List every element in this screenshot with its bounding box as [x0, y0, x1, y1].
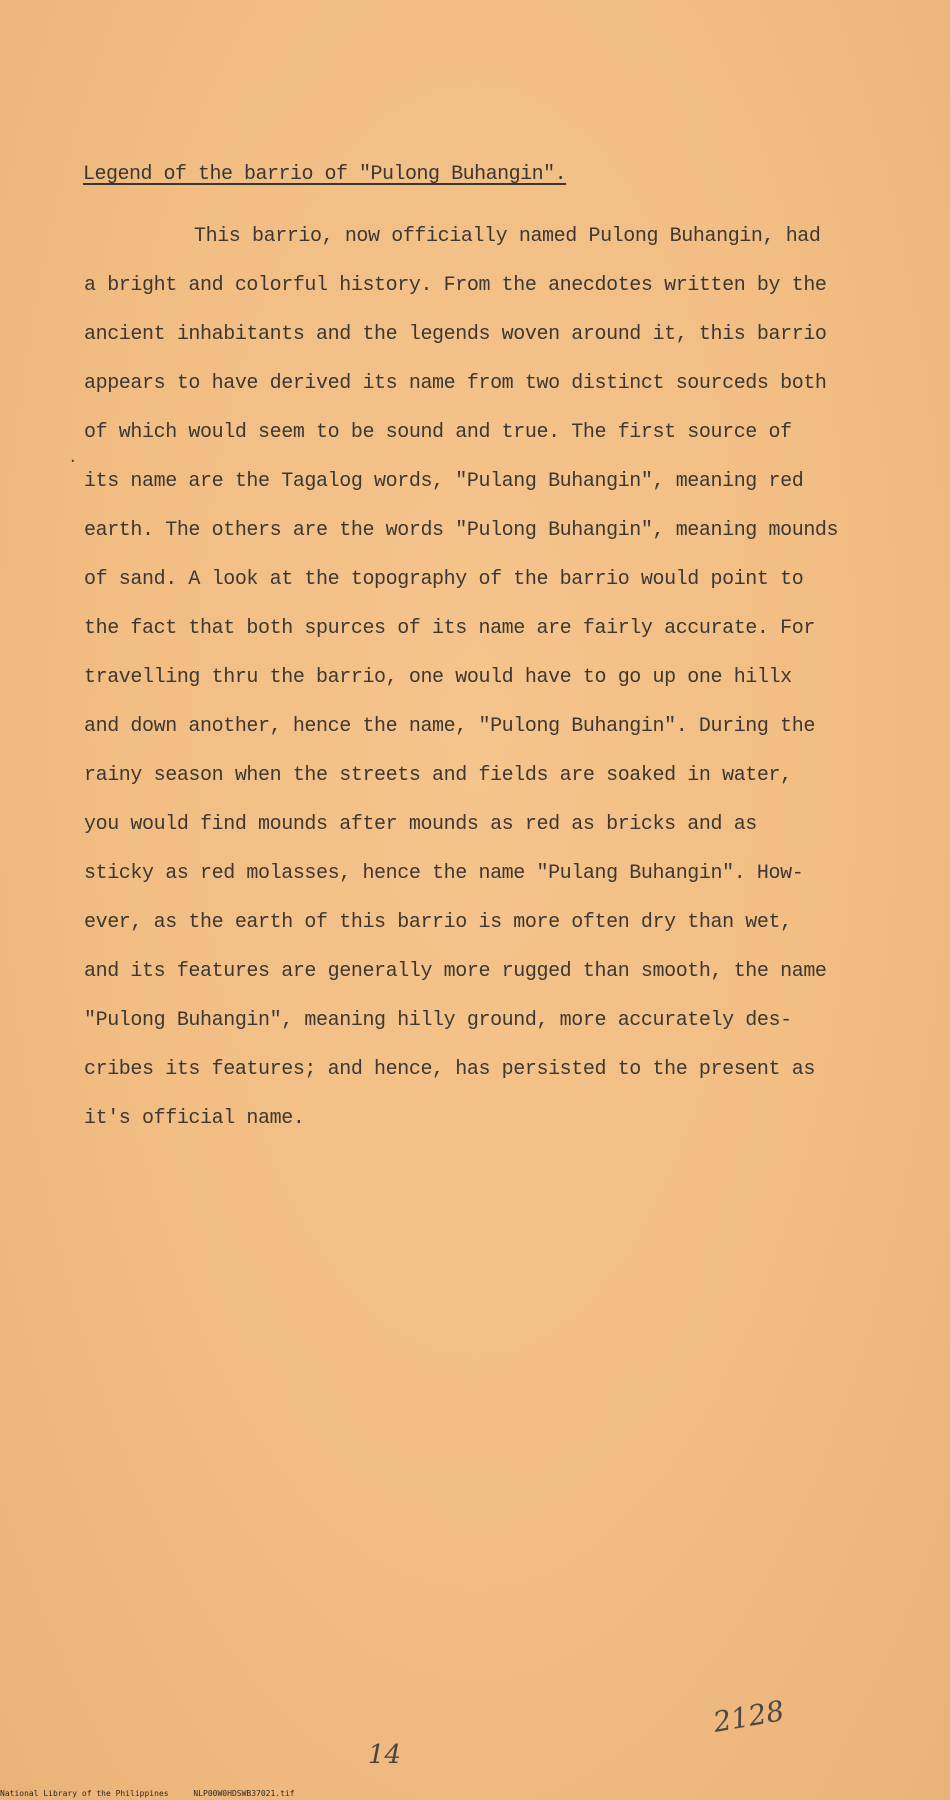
document-title: Legend of the barrio of "Pulong Buhangin". — [83, 163, 567, 186]
text-line: a bright and colorful history. From the anecdotes written by the — [84, 274, 827, 297]
text-line: This barrio, now officially named Pulong Buhangin, had — [194, 225, 821, 248]
footer-file-id: NLP00W0HDSWB37021.tif — [193, 1789, 295, 1798]
text-line: the fact that both spurces of its name are fairly accurate. For — [84, 617, 815, 640]
text-line: ancient inhabitants and the legends woven around it, this barrio — [84, 323, 827, 346]
text-line: of sand. A look at the topography of the barrio would point to — [84, 568, 804, 591]
text-line: ever, as the earth of this barrio is more often dry than wet, — [84, 911, 792, 934]
text-line: its name are the Tagalog words, "Pulang Buhangin", meaning red — [84, 470, 804, 493]
text-line: sticky as red molasses, hence the name "Pulang Buhangin". How- — [84, 862, 804, 885]
footer-bar — [0, 1788, 950, 1800]
footer-library: National Library of the Philippines — [0, 1789, 169, 1798]
document-body — [84, 212, 884, 1143]
text-line: it's official name. — [84, 1107, 305, 1130]
page-number: 14 — [368, 1740, 402, 1770]
text-line: travelling thru the barrio, one would have to go up one hillx — [84, 666, 792, 689]
text-line: you would find mounds after mounds as red as bricks and as — [84, 813, 757, 836]
text-line: of which would seem to be sound and true. The first source of — [84, 421, 792, 444]
margin-mark: · — [68, 452, 78, 470]
text-line: and down another, hence the name, "Pulong Buhangin". During the — [84, 715, 815, 738]
text-line: appears to have derived its name from two distinct sourceds both — [84, 372, 827, 395]
text-line: cribes its features; and hence, has persisted to the present as — [84, 1058, 815, 1081]
text-line: "Pulong Buhangin", meaning hilly ground, more accurately des- — [84, 1009, 792, 1032]
handwritten-number: 2128 — [710, 1694, 787, 1739]
text-line: rainy season when the streets and fields are soaked in water, — [84, 764, 792, 787]
text-line: earth. The others are the words "Pulong Buhangin", meaning mounds — [84, 519, 839, 542]
text-line: and its features are generally more rugged than smooth, the name — [84, 960, 827, 983]
